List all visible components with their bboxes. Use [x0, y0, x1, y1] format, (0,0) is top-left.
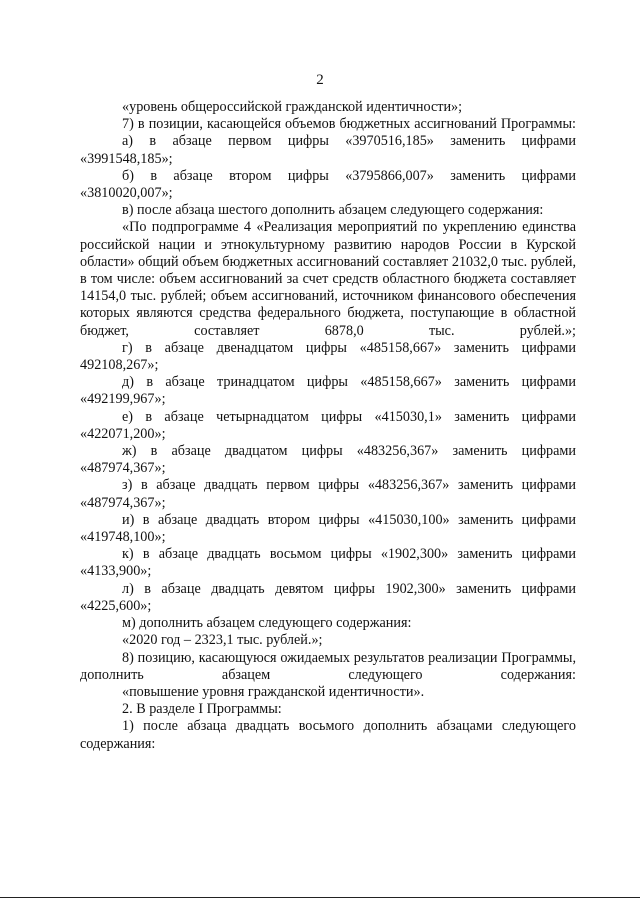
paragraph: к) в абзаце двадцать восьмом цифры «1902,300» заменить цифрами «4133,900»;	[80, 546, 576, 580]
paragraph: 1) после абзаца двадцать восьмого дополнить абзацами следующего содержания:	[80, 718, 576, 752]
paragraph: г) в абзаце двенадцатом цифры «485158,667» заменить цифрами 492108,267»;	[80, 339, 576, 374]
page-bottom-rule	[0, 897, 640, 898]
paragraph: 2. В разделе I Программы:	[122, 701, 282, 718]
paragraph: л) в абзаце двадцать девятом цифры 1902,300» заменить цифрами «4225,600»;	[80, 580, 576, 614]
paragraph: 8) позицию, касающуюся ожидаемых результатов реализации Программы, дополнить абзацем следующего содержания:	[80, 649, 576, 683]
paragraph: д) в абзаце тринадцатом цифры «485158,667» заменить цифрами «492199,967»;	[80, 374, 576, 408]
paragraph: е) в абзаце четырнадцатом цифры «415030,1» заменить цифрами «422071,200»;	[80, 408, 576, 442]
paragraph: «уровень общероссийской гражданской идентичности»;	[122, 99, 463, 115]
paragraph: «повышение уровня гражданской идентичности».	[122, 683, 425, 700]
paragraph: м) дополнить абзацем следующего содержания:	[122, 615, 412, 632]
paragraph: «2020 год – 2323,1 тыс. рублей.»;	[122, 632, 323, 649]
paragraph: «По подпрограмме 4 «Реализация мероприятий по укреплению единства российской нации и этнокультурному развитию народов России в Курской области» общий объем бюджетных ассигнований составляет 21032,0 тыс. рублей, в том числе: объем ассигнований за счет средств областного бюджета составляет 14154,0 тыс. рублей; объем ассигнований, источником финансового обеспечения которых являются средства федерального бюджета, поступающие в областной бюджет, составляет 6878,0 тыс. рублей.»;	[80, 219, 576, 339]
paragraph: б) в абзаце втором цифры «3795866,007» заменить цифрами «3810020,007»;	[80, 167, 576, 202]
document-body	[80, 99, 576, 753]
paragraph: з) в абзаце двадцать первом цифры «483256,367» заменить цифрами «487974,367»;	[80, 477, 576, 511]
paragraph: ж) в абзаце двадцатом цифры «483256,367» заменить цифрами «487974,367»;	[80, 443, 576, 477]
paragraph: в) после абзаца шестого дополнить абзацем следующего содержания:	[122, 202, 544, 219]
page-number: 2	[316, 72, 324, 88]
paragraph: а) в абзаце первом цифры «3970516,185» заменить цифрами «3991548,185»;	[80, 133, 576, 167]
paragraph: и) в абзаце двадцать втором цифры «415030,100» заменить цифрами «419748,100»;	[80, 511, 576, 546]
paragraph: 7) в позиции, касающейся объемов бюджетных ассигнований Программы:	[122, 116, 576, 133]
